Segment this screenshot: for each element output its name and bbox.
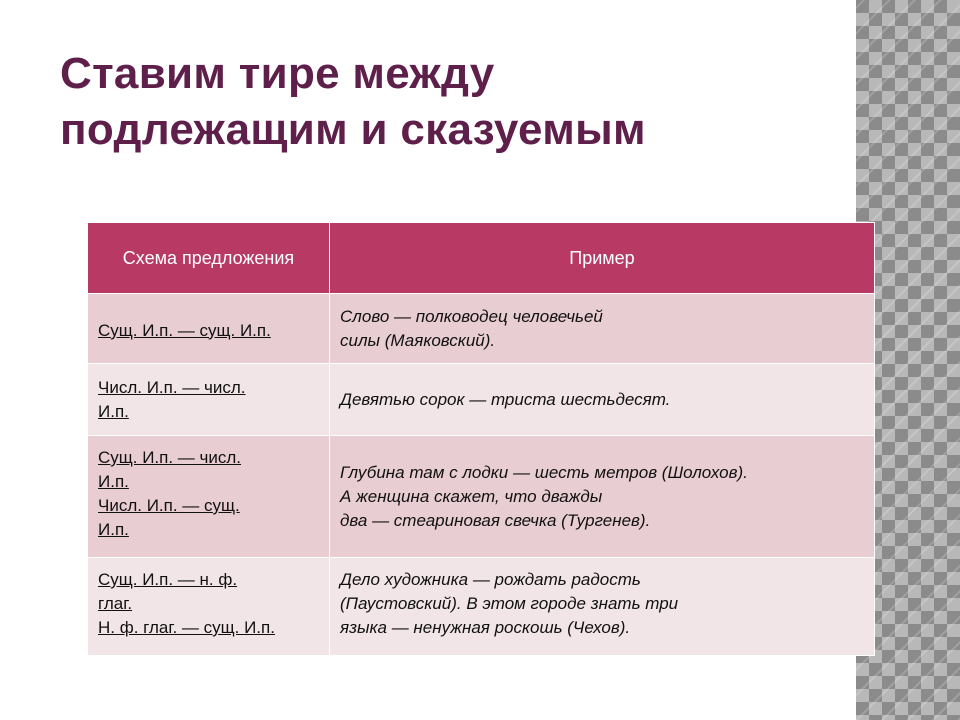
slide-title-line-2: подлежащим и сказуемым — [60, 105, 646, 154]
example-cell — [330, 558, 875, 656]
example-line: Дело художника — рождать радость — [340, 570, 641, 589]
schema-line: Сущ. И.п. — н. ф. — [98, 570, 238, 589]
schema-line: Сущ. И.п. — сущ. И.п. — [98, 320, 271, 340]
example-line: языка — ненужная роскошь (Чехов). — [340, 618, 631, 637]
table-row — [88, 294, 875, 364]
table-row — [88, 364, 875, 436]
example-line: два — стеариновая свечка (Тургенев). — [340, 510, 651, 530]
schema-cell — [88, 294, 330, 364]
schema-line: Числ. И.п. — сущ. — [98, 496, 240, 515]
example-line: Глубина там с лодки — шесть метров (Шолохов). — [340, 462, 748, 482]
schema-line: Числ. И.п. — числ. — [98, 377, 246, 397]
example-line: Девятью сорок — триста шестьдесят. — [340, 389, 671, 409]
schema-line: И.п. — [98, 472, 129, 491]
table-header-row — [88, 223, 875, 294]
dash-rules-table — [87, 222, 875, 656]
example-cell — [330, 436, 875, 558]
schema-line: И.п. — [98, 401, 129, 421]
schema-cell — [88, 364, 330, 436]
schema-line: Н. ф. глаг. — сущ. И.п. — [98, 618, 275, 637]
example-line: Слово — полководец человечьей — [340, 306, 603, 326]
example-line: силы (Маяковский). — [340, 330, 496, 350]
example-line: (Паустовский). В этом городе знать три — [340, 594, 679, 613]
example-line: А женщина скажет, что дважды — [340, 486, 603, 506]
column-header-schema: Схема предложения — [88, 223, 330, 294]
schema-line: И.п. — [98, 520, 129, 539]
schema-cell — [88, 436, 330, 558]
table-row — [88, 436, 875, 558]
schema-cell — [88, 558, 330, 656]
example-cell — [330, 364, 875, 436]
slide-title-line-1: Ставим тире между — [60, 49, 495, 98]
table-row — [88, 558, 875, 656]
slide-title — [60, 46, 840, 158]
example-cell — [330, 294, 875, 364]
schema-line: Сущ. И.п. — числ. — [98, 448, 242, 467]
schema-line: глаг. — [98, 594, 133, 613]
column-header-example: Пример — [330, 223, 875, 294]
